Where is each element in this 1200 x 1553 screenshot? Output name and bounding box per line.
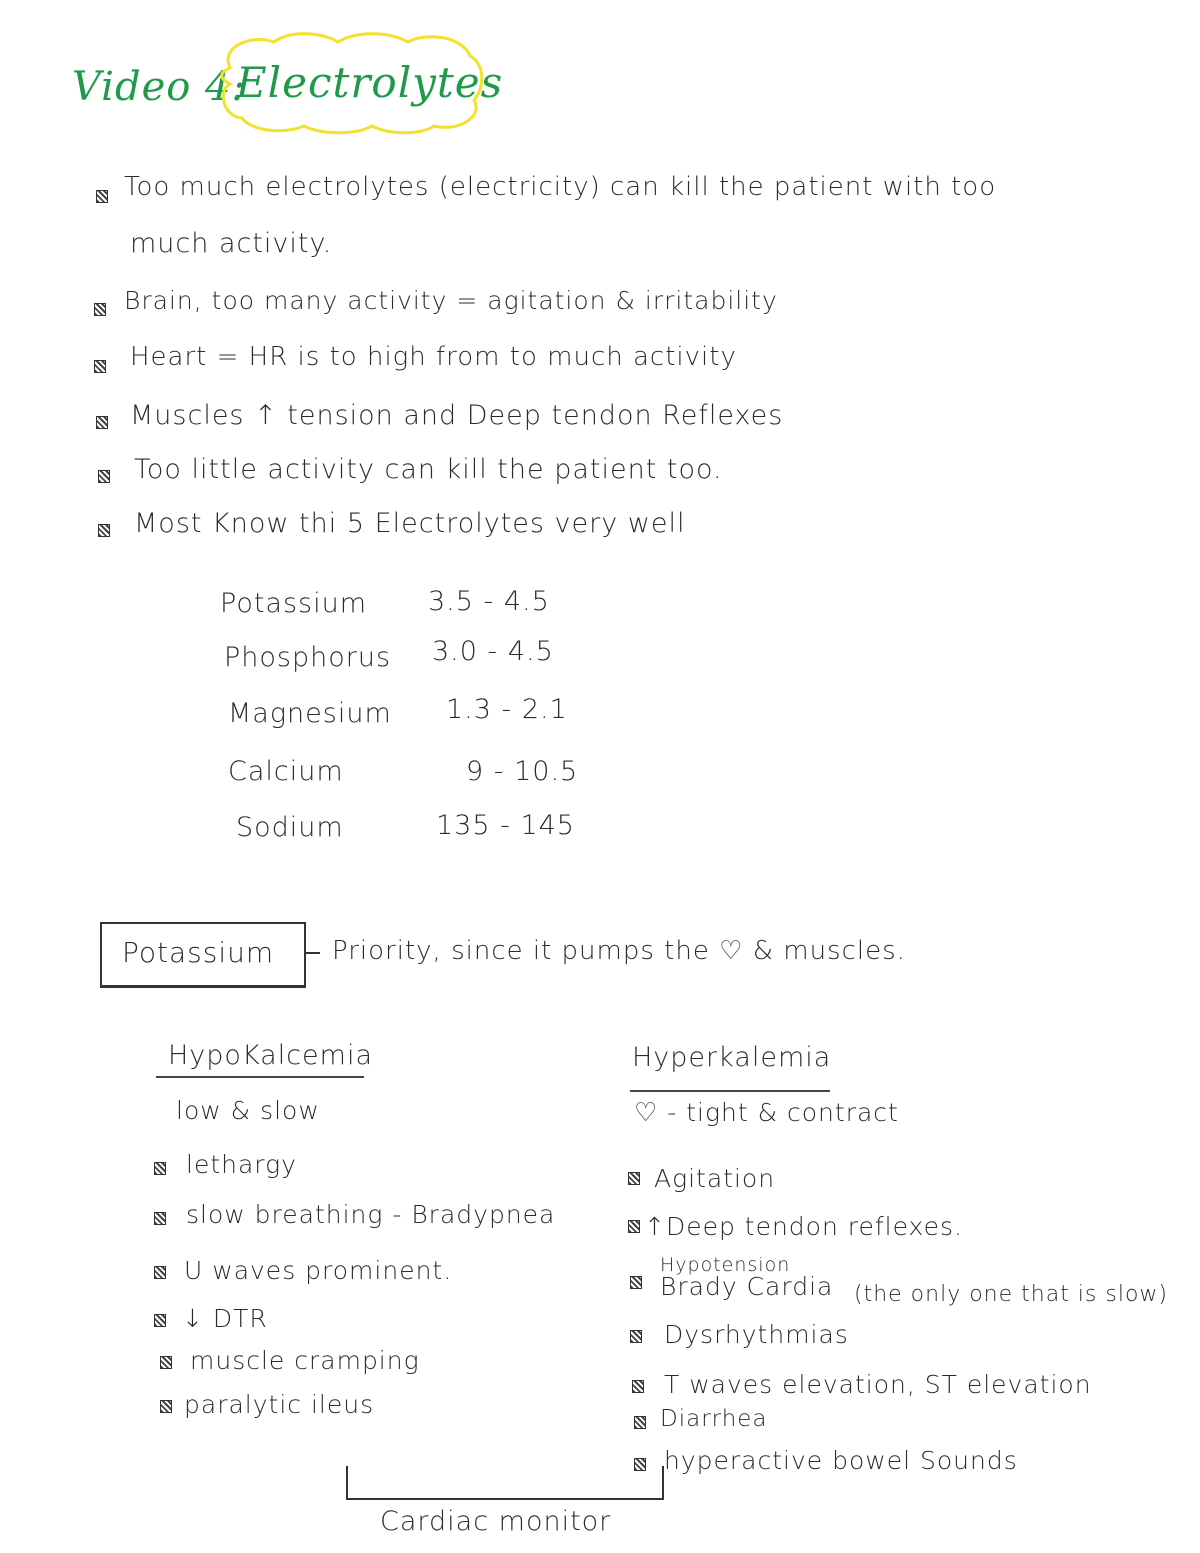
hyper-bradycardia-note: (the only one that is slow)	[854, 1282, 1168, 1307]
potassium-note	[332, 936, 906, 966]
hypo-heading-underline	[156, 1076, 364, 1078]
title-prefix: Video 4:	[72, 64, 246, 110]
intro-bullet-2: Brain, too many activity = agitation & irritability	[124, 286, 778, 315]
hyper-hypotension-note: Hypotension	[660, 1254, 791, 1276]
electrolyte-range: 1.3 - 2.1	[446, 694, 568, 725]
bullet-icon	[634, 1416, 646, 1429]
heart-icon: ♡	[634, 1098, 659, 1128]
potassium-label: Potassium	[122, 936, 275, 969]
bullet-icon	[154, 1266, 166, 1279]
bullet-icon	[160, 1400, 172, 1413]
electrolyte-range: 3.0 - 4.5	[432, 636, 554, 667]
hypo-item: slow breathing - Bradypnea	[186, 1200, 556, 1229]
title-name: Electrolytes	[236, 58, 504, 107]
potassium-note-prefix: Priority, since it pumps the	[332, 936, 710, 966]
electrolyte-range: 135 - 145	[436, 810, 575, 841]
bullet-icon	[154, 1212, 166, 1225]
heart-icon: ♡	[719, 936, 744, 966]
electrolyte-range: 9 - 10.5	[466, 756, 579, 787]
hyper-heading-underline	[630, 1090, 830, 1092]
hypo-item: paralytic ileus	[184, 1390, 375, 1419]
electrolyte-name: Sodium	[236, 812, 344, 843]
hyper-item: Agitation	[654, 1164, 776, 1193]
intro-bullet-1: Too much electrolytes (electricity) can kill the patient with too	[124, 172, 997, 202]
hypo-item: muscle cramping	[190, 1346, 420, 1375]
cardiac-monitor-bracket	[346, 1466, 664, 1500]
electrolyte-range: 3.5 - 4.5	[428, 586, 550, 617]
hyper-item: Diarrhea	[660, 1406, 768, 1432]
hyper-item: Dysrhythmias	[664, 1320, 849, 1349]
hyper-subtitle-text: - tight & contract	[667, 1098, 899, 1127]
intro-bullet-3: Heart = HR is to high from to much activity	[130, 342, 737, 372]
bullet-icon	[96, 190, 108, 203]
bullet-icon	[628, 1220, 640, 1233]
intro-bullet-1-cont: much activity.	[130, 228, 333, 259]
cardiac-monitor-label: Cardiac monitor	[380, 1506, 612, 1537]
bullet-icon	[630, 1330, 642, 1343]
hypo-subtitle: low & slow	[176, 1096, 320, 1125]
hyper-bradycardia: Brady Cardia	[660, 1272, 834, 1301]
electrolyte-name: Calcium	[228, 756, 344, 787]
potassium-note-suffix: & muscles.	[752, 936, 906, 966]
electrolyte-name: Potassium	[220, 588, 368, 619]
bullet-icon	[160, 1356, 172, 1369]
hypo-item: U waves prominent.	[184, 1256, 453, 1285]
intro-bullet-4: Muscles ↑ tension and Deep tendon Reflexes	[130, 400, 784, 431]
hypo-item: lethargy	[186, 1150, 297, 1179]
bullet-icon	[96, 416, 108, 429]
bullet-icon	[632, 1380, 644, 1393]
electrolyte-name: Phosphorus	[224, 642, 392, 673]
intro-bullet-6: Most Know thi 5 Electrolytes very well	[134, 508, 686, 539]
bullet-icon	[628, 1172, 640, 1185]
hyper-subtitle	[634, 1098, 899, 1128]
hyper-heading: Hyperkalemia	[632, 1042, 832, 1073]
bullet-icon	[154, 1162, 166, 1175]
hyper-item: hyperactive bowel Sounds	[664, 1446, 1018, 1475]
bullet-icon	[94, 303, 106, 316]
bullet-icon	[98, 470, 110, 483]
bullet-icon	[154, 1314, 166, 1327]
bullet-icon	[94, 360, 106, 373]
intro-bullet-5: Too little activity can kill the patient too.	[134, 454, 723, 485]
hyper-item: ↑Deep tendon reflexes.	[644, 1212, 963, 1241]
bullet-icon	[630, 1276, 642, 1289]
hypo-heading: HypoKalcemia	[168, 1040, 374, 1071]
electrolyte-name: Magnesium	[228, 698, 392, 729]
bullet-icon	[98, 524, 110, 537]
hypo-item: ↓ DTR	[182, 1304, 268, 1333]
hyper-item: T waves elevation, ST elevation	[664, 1370, 1092, 1399]
potassium-connector	[306, 952, 320, 954]
